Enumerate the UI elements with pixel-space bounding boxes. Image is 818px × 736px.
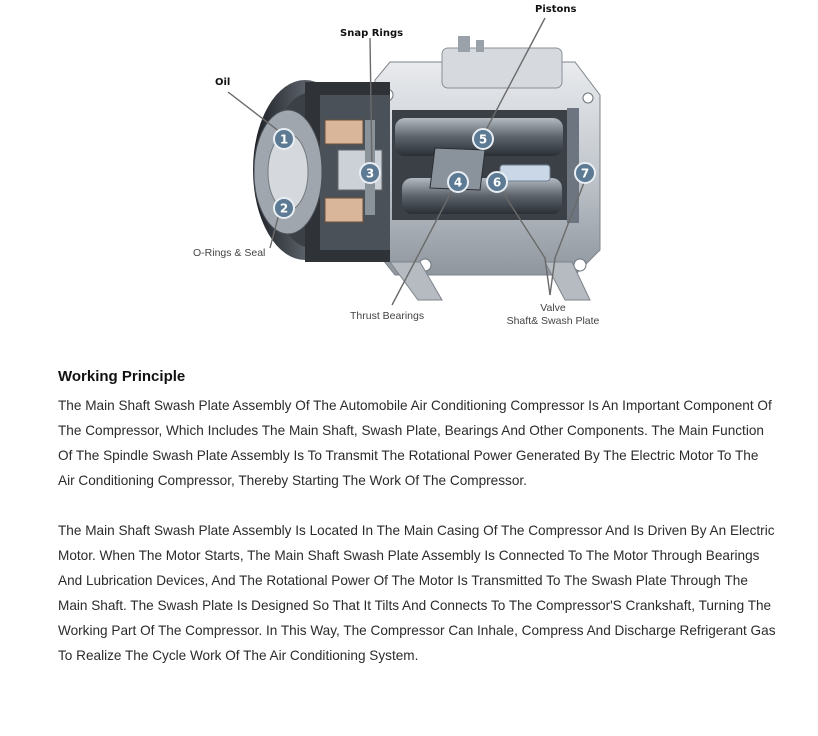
cutaway-interior — [392, 108, 579, 223]
paragraph-1: The Main Shaft Swash Plate Assembly Of The Automobile Air Conditioning Compressor Is An Important Component Of The Compressor, Which Includes The Main Shaft, Swash Plate, Bearings And Other Components. The Main Function Of The Spindle Swash Plate Assembly Is To Transmit The Rotational Power Generated By The Electric Motor To The Air Conditioning Compressor, Thereby Starting The Work Of The Compressor. — [58, 398, 772, 488]
svg-text:7: 7 — [580, 166, 590, 181]
label-pistons: Pistons — [535, 4, 577, 15]
badge-1 — [274, 129, 294, 149]
label-thrust-bearings: Thrust Bearings — [350, 310, 425, 322]
label-oil: Oil — [215, 77, 231, 88]
label-valve: Valve — [540, 302, 566, 314]
label-o-rings-seal: O-Rings & Seal — [193, 247, 266, 259]
svg-text:4: 4 — [453, 175, 463, 190]
svg-text:3: 3 — [365, 166, 375, 181]
badge-6 — [487, 172, 507, 192]
badge-4 — [448, 172, 468, 192]
section-heading: Working Principle — [58, 368, 186, 385]
svg-text:2: 2 — [279, 201, 289, 216]
label-shaft-swash-plate: Shaft& Swash Plate — [506, 315, 600, 327]
badge-2 — [274, 198, 294, 218]
badge-3 — [360, 163, 380, 183]
compressor-diagram — [180, 0, 620, 335]
svg-text:1: 1 — [279, 132, 289, 147]
badge-5 — [473, 129, 493, 149]
badge-7 — [575, 163, 595, 183]
svg-text:6: 6 — [492, 175, 502, 190]
label-snap-rings: Snap Rings — [340, 28, 404, 39]
article-content — [58, 368, 778, 668]
paragraph-2: The Main Shaft Swash Plate Assembly Is Located In The Main Casing Of The Compressor And Is Driven By An Electric Motor. When The Motor Starts, The Main Shaft Swash Plate Assembly Is Connected To The Motor Through Bearings And Lubrication Devices, And The Rotational Power Of The Motor Is Transmitted To The Swash Plate Through The Main Shaft. The Swash Plate Is Designed So That It Tilts And Connects To The Compressor'S Crankshaft, Turning The Working Part Of The Compressor. In This Way, The Compressor Can Inhale, Compress And Discharge Refrigerant Gas To Realize The Cycle Work Of The Air Conditioning System. — [58, 523, 776, 663]
svg-text:5: 5 — [478, 132, 488, 147]
